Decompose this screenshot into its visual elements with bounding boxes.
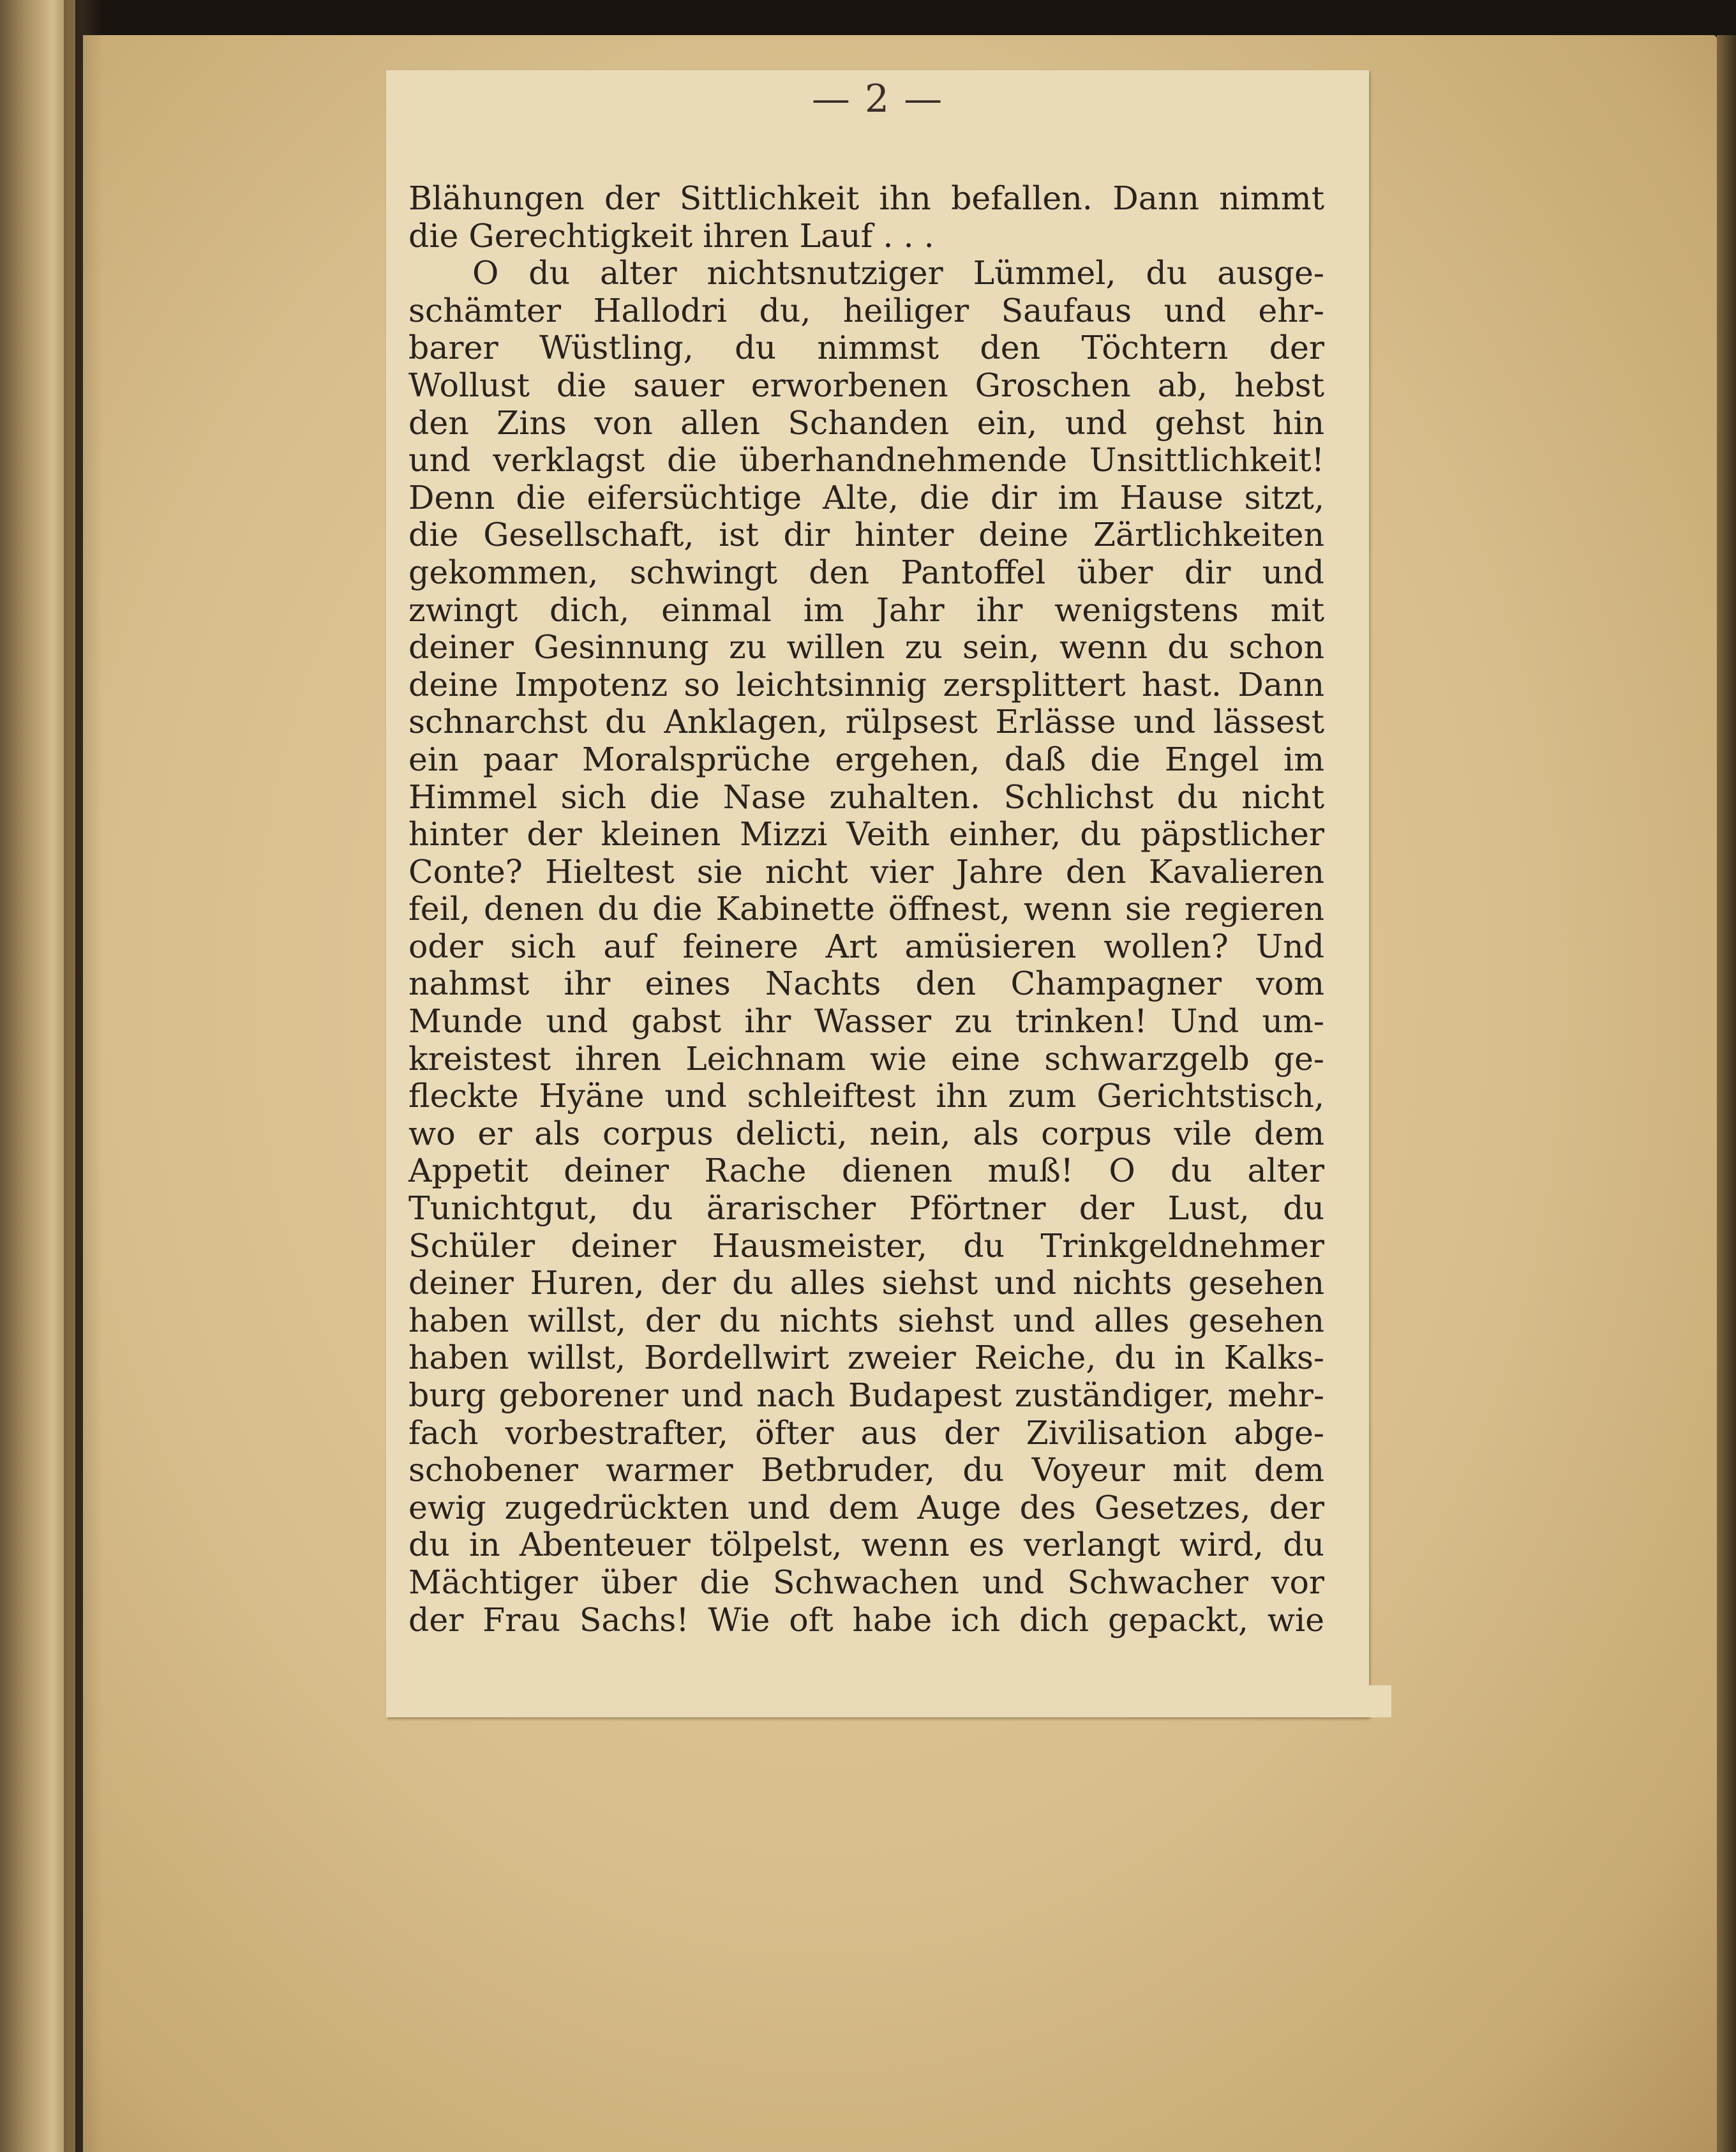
newspaper-clipping-bottom-strip — [399, 1685, 1391, 1717]
text-line: die Gesellschaft, ist dir hinter deine Zärtlichkeiten — [408, 516, 1324, 554]
text-line: deine Impotenz so leichtsinnig zersplittert hast. Dann — [408, 665, 1324, 704]
text-line: oder sich auf feinere Art amüsieren wollen? Und — [408, 927, 1324, 965]
text-line: du in Abenteuer tölpelst, wenn es verlangt wird, du — [408, 1526, 1324, 1564]
text-line: burg geborener und nach Budapest zuständiger, mehr- — [408, 1376, 1324, 1414]
page-right-edge — [1717, 35, 1736, 2152]
text-line: deiner Gesinnung zu willen zu sein, wenn du schon — [408, 628, 1324, 666]
text-line: deiner Huren, der du alles siehst und nichts gesehen — [408, 1264, 1324, 1302]
text-line: Himmel sich die Nase zuhalten. Schlichst du nicht — [408, 778, 1324, 816]
text-line: schämter Hallodri du, heiliger Saufaus und ehr- — [408, 291, 1324, 329]
text-line: gekommen, schwingt den Pantoffel über dir und — [408, 553, 1324, 591]
text-line: der Frau Sachs! Wie oft habe ich dich gepackt, wie — [408, 1600, 1324, 1639]
text-line: Appetit deiner Rache dienen muß! O du alter — [408, 1152, 1324, 1190]
text-line: O du alter nichtsnutziger Lümmel, du ausge- — [472, 254, 1324, 292]
text-line: zwingt dich, einmal im Jahr ihr wenigstens mit — [408, 591, 1324, 629]
text-line: Denn die eifersüchtige Alte, die dir im Hause sitzt, — [408, 478, 1324, 516]
text-line: haben willst, Bordellwirt zweier Reiche, du in Kalks- — [408, 1339, 1324, 1377]
text-line: die Gerechtigkeit ihren Lauf . . . — [408, 216, 934, 255]
page-number: — 2 — — [811, 77, 944, 121]
text-line: feil, denen du die Kabinette öffnest, wenn sie regieren — [408, 890, 1324, 928]
text-line: und verklagst die überhandnehmende Unsittlichkeit! — [408, 441, 1324, 479]
text-line: fleckte Hyäne und schleiftest ihn zum Gerichtstisch, — [408, 1077, 1324, 1115]
text-line: schobener warmer Betbruder, du Voyeur mit dem — [408, 1451, 1324, 1489]
text-line: haben willst, der du nichts siehst und alles gesehen — [408, 1301, 1324, 1339]
text-line: Wollust die sauer erworbenen Groschen ab, hebst — [408, 366, 1324, 404]
text-line: ein paar Moralsprüche ergehen, daß die Engel im — [408, 740, 1324, 778]
book-gutter — [64, 0, 102, 2152]
text-line: hinter der kleinen Mizzi Veith einher, du päpstlicher — [408, 815, 1324, 854]
text-line: Mächtiger über die Schwachen und Schwacher vor — [408, 1563, 1324, 1601]
article-text — [408, 180, 1324, 1639]
text-line: fach vorbestrafter, öfter aus der Zivilisation abge- — [408, 1413, 1324, 1452]
text-line: den Zins von allen Schanden ein, und gehst hin — [408, 403, 1324, 442]
text-line: schnarchst du Anklagen, rülpsest Erlässe und lässest — [408, 703, 1324, 741]
text-line: wo er als corpus delicti, nein, als corpus vile dem — [408, 1114, 1324, 1152]
text-line: nahmst ihr eines Nachts den Champagner vom — [408, 965, 1324, 1003]
text-line: Tunichtgut, du ärarischer Pförtner der Lust, du — [408, 1189, 1324, 1228]
text-line: Munde und gabst ihr Wasser zu trinken! Und um- — [408, 1002, 1324, 1041]
text-line: Schüler deiner Hausmeister, du Trinkgeldnehmer — [408, 1226, 1324, 1265]
text-line: barer Wüstling, du nimmst den Töchtern der — [408, 329, 1324, 367]
text-line: kreistest ihren Leichnam wie eine schwarzgelb ge- — [408, 1039, 1324, 1078]
text-line: Blähungen der Sittlichkeit ihn befallen. Dann nimmt — [408, 179, 1324, 217]
text-line: Conte? Hieltest sie nicht vier Jahre den Kavalieren — [408, 852, 1324, 891]
text-line: ewig zugedrückten und dem Auge des Gesetzes, der — [408, 1488, 1324, 1526]
